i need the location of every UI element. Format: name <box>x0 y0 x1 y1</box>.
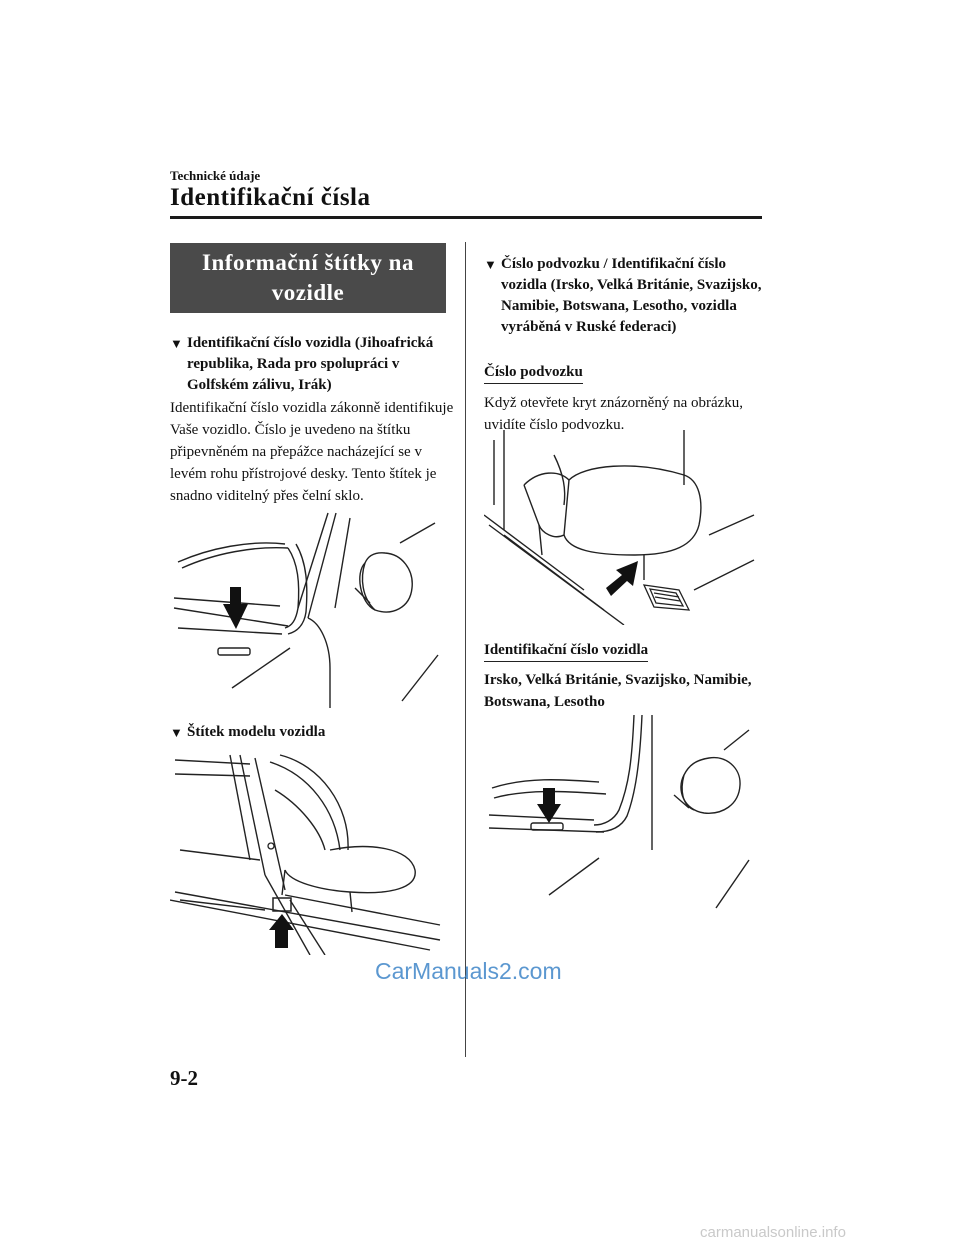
chapter-label: Technické údaje <box>170 168 261 183</box>
subheading-chassis <box>484 362 583 384</box>
chassis-cover-illustration <box>484 425 766 625</box>
triangle-bullet-icon: ▼ <box>170 725 183 740</box>
subheading-vin <box>484 640 648 662</box>
title-rule <box>170 216 762 219</box>
site-watermark: carmanualsonline.info <box>700 1224 846 1241</box>
subheading-vin-text: Identifikační číslo vozidla <box>484 640 648 662</box>
section-banner <box>170 243 446 313</box>
model-plate-illustration <box>170 750 455 955</box>
chassis-paragraph: Když otevřete kryt znázorněný na obrázku, uvidíte číslo podvozku. <box>484 395 744 433</box>
heading-chassis-number <box>484 254 766 338</box>
vin-windshield-illustration <box>170 508 455 708</box>
heading-model-plate <box>170 722 455 743</box>
banner-line-2: vozidle <box>271 280 345 305</box>
heading-vin-south-africa <box>170 333 455 396</box>
banner-line-1: Informační štítky na <box>202 250 414 275</box>
vin-paragraph: Identifikační číslo vozidla zákonně identifikuje Vaše vozidlo. Číslo je uvedeno na štítku připevněném na přepážce nacházející se v levém rohu přístrojové desky. Tento štítek je snadno viditelný přes čelní sklo. <box>170 400 454 504</box>
triangle-bullet-icon: ▼ <box>484 257 497 272</box>
vin-countries: Irsko, Velká Británie, Svazijsko, Namibie, Botswana, Lesotho <box>484 672 752 710</box>
page-number: 9-2 <box>170 1066 198 1090</box>
heading-text: Identifikační číslo vozidla (Jihoafrická republika, Rada pro spolupráci v Golfském zálivu, Irák) <box>187 335 434 393</box>
heading-text: Číslo podvozku / Identifikační číslo vozidla (Irsko, Velká Británie, Svazijsko, Namibie, Botswana, Lesotho, vozidla vyráběná v Ruské federaci) <box>501 256 762 335</box>
subheading-chassis-text: Číslo podvozku <box>484 362 583 384</box>
vin-windshield-illustration-right <box>484 710 766 910</box>
watermark-logo: CarManuals2.com <box>375 958 562 984</box>
page-title: Identifikační čísla <box>170 184 371 211</box>
triangle-bullet-icon: ▼ <box>170 336 183 351</box>
heading-text: Štítek modelu vozidla <box>187 724 326 740</box>
column-divider <box>465 242 466 1057</box>
